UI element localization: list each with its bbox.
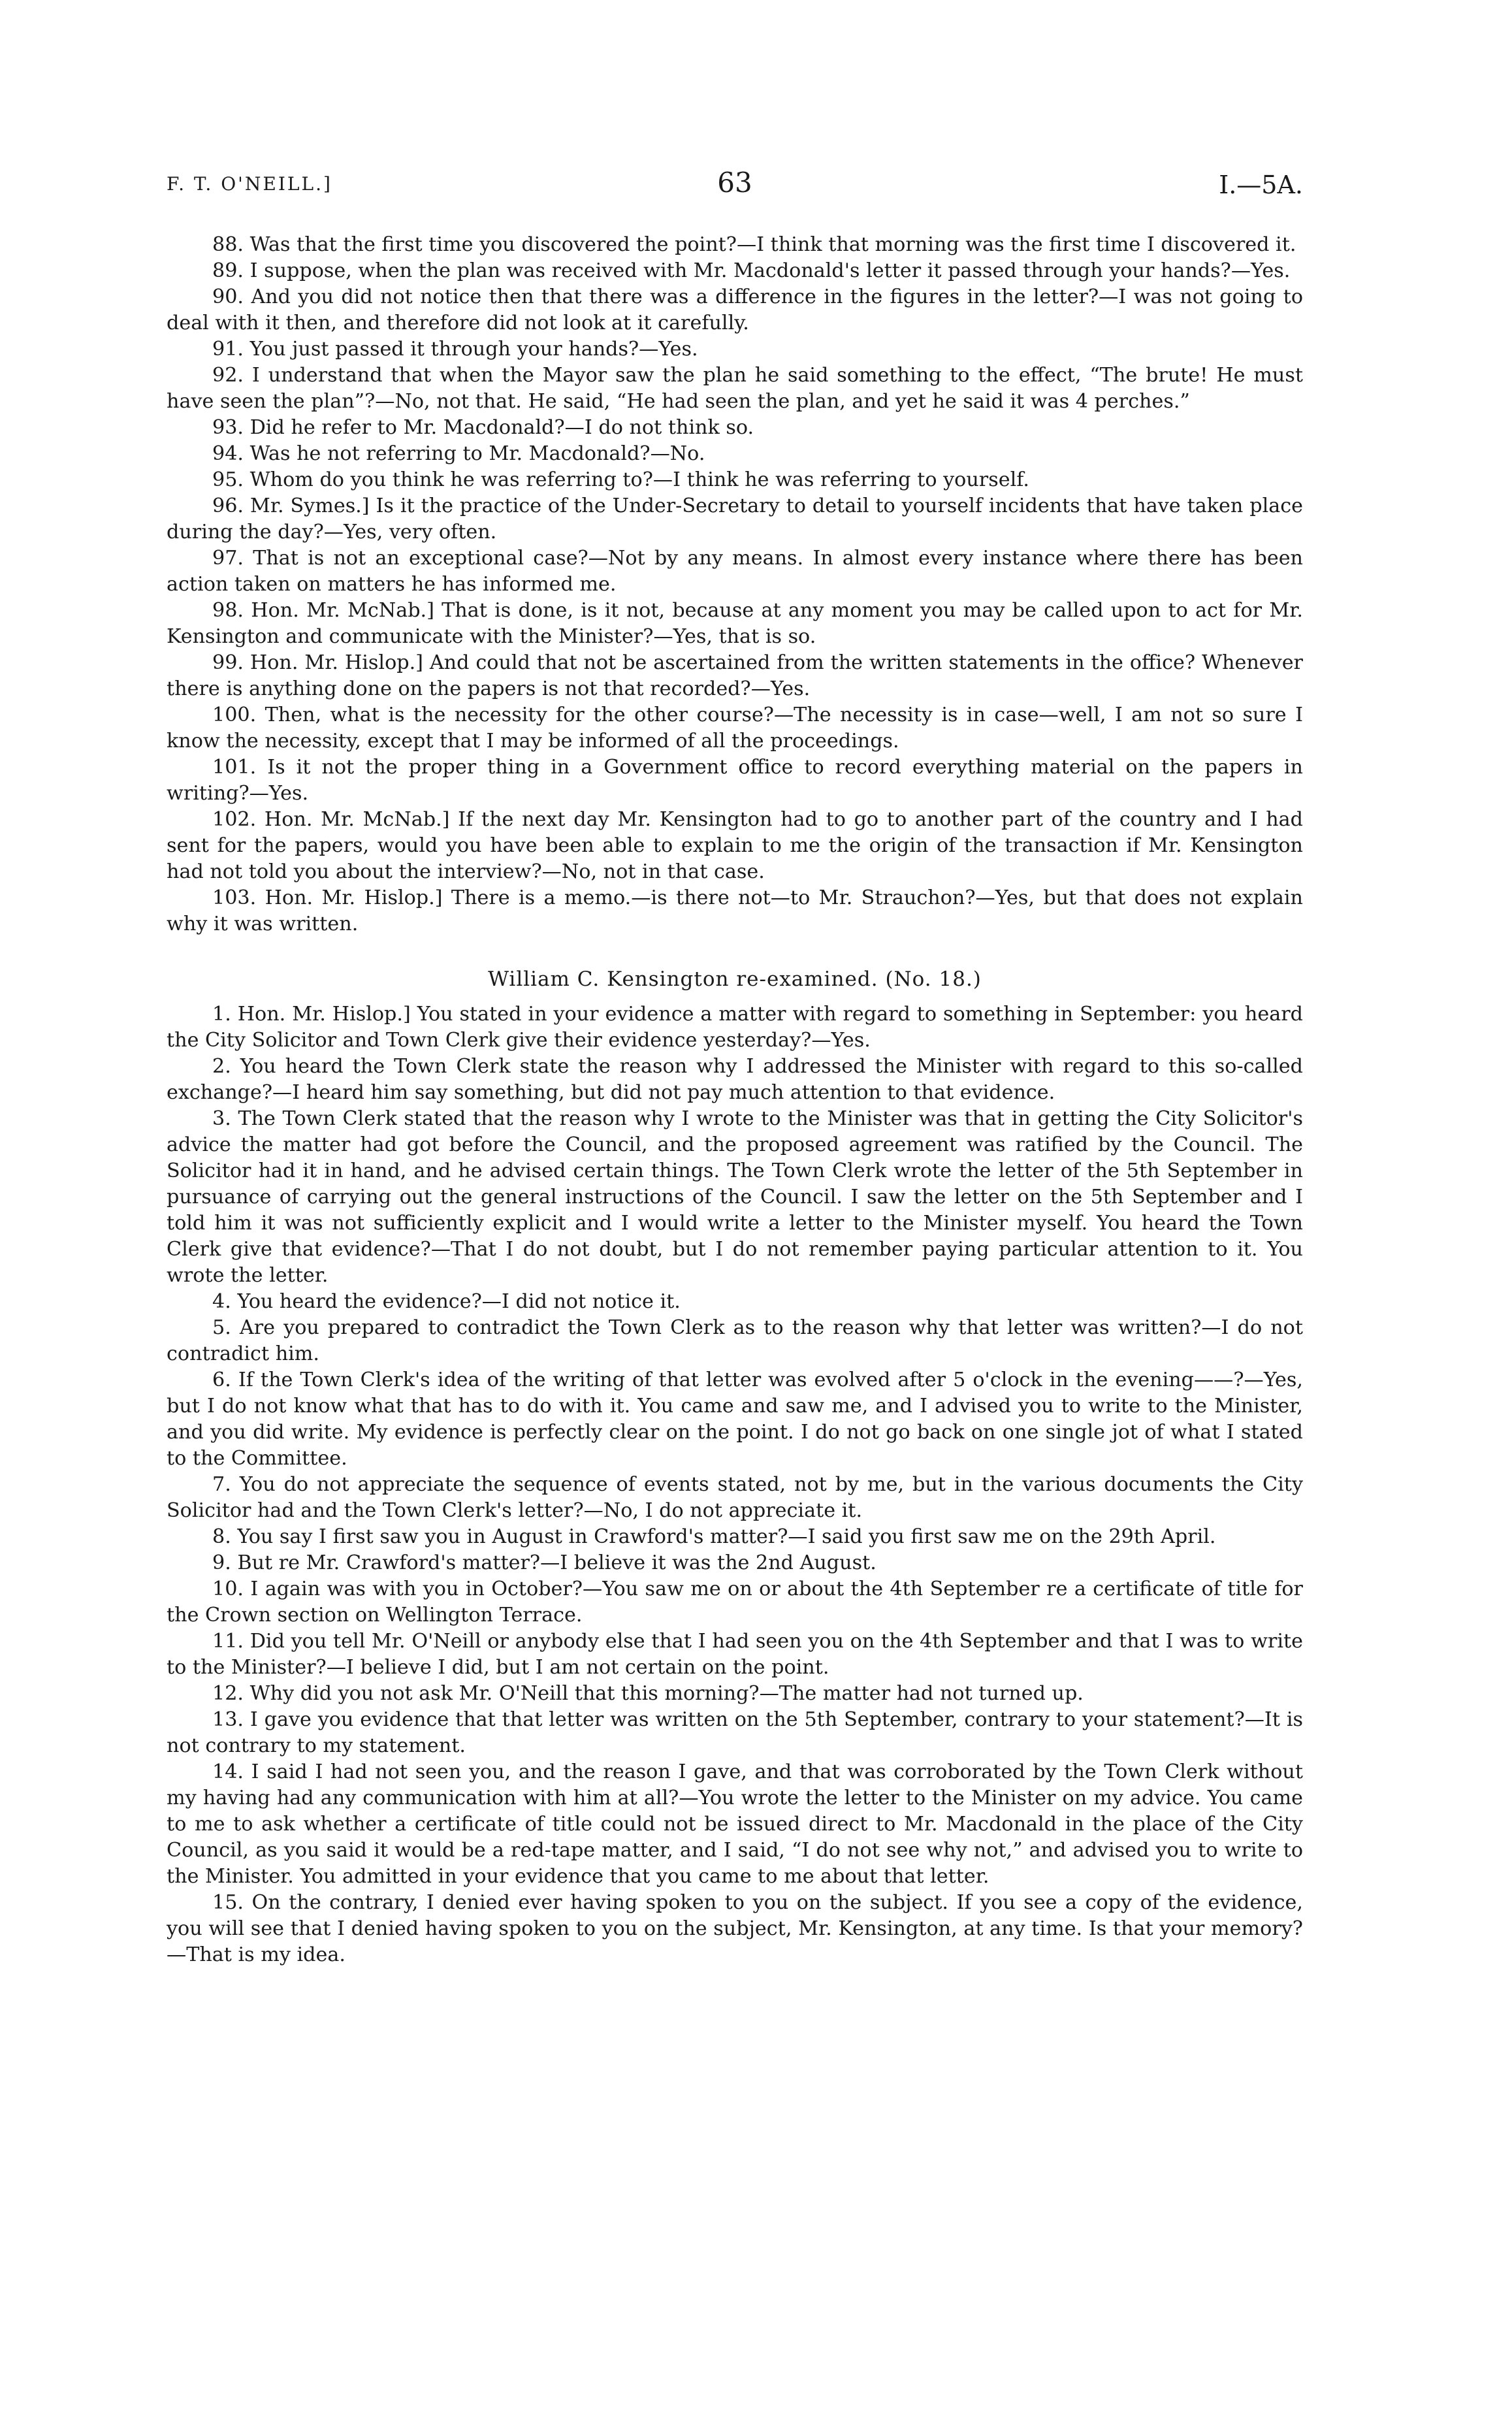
question-96: 96. Mr. Symes.] Is it the practice of the Under-Secretary to detail to yourself incidents that have taken place during the day?—Yes, very often. bbox=[167, 494, 1303, 543]
question-k15: 15. On the contrary, I denied ever having spoken to you on the subject. If you see a copy of the evidence, you will see that I denied having spoken to you on the subject, Mr. Kensington, at any time. Is that your memory?—That is my idea. bbox=[167, 1891, 1303, 1966]
question-103: 103. Hon. Mr. Hislop.] There is a memo.—is there not—to Mr. Strauchon?—Yes, but that does not explain why it was written. bbox=[167, 886, 1303, 935]
question-100: 100. Then, what is the necessity for the other course?—The necessity is in case—well, I am not so sure I know the necessity, except that I may be informed of all the proceedings. bbox=[167, 704, 1303, 753]
question-k9: 9. But re Mr. Crawford's matter?—I believe it was the 2nd August. bbox=[212, 1551, 877, 1574]
question-k5: 5. Are you prepared to contradict the Town Clerk as to the reason why that letter was written?—I do not contradict him. bbox=[167, 1316, 1303, 1365]
question-89: 89. I suppose, when the plan was received with Mr. Macdonald's letter it passed through your hands?—Yes. bbox=[212, 259, 1291, 282]
question-92: 92. I understand that when the Mayor saw the plan he said something to the effect, “The brute! He must have seen the plan”?—No, not that. He said, “He had seen the plan, and yet he said it was 4 perches.” bbox=[167, 364, 1303, 413]
question-k6: 6. If the Town Clerk's idea of the writing of that letter was evolved after 5 o'clock in the evening——?—Yes, but I do not know what that has to do with it. You came and saw me, and I advised you to write to the Minister, and you did write. My evidence is perfectly clear on the point. I do not go back on one single jot of what I stated to the Committee. bbox=[167, 1369, 1303, 1470]
question-98: 98. Hon. Mr. McNab.] That is done, is it not, because at any moment you may be called upon to act for Mr. Kensington and communicate with the Minister?—Yes, that is so. bbox=[167, 599, 1303, 648]
question-k12: 12. Why did you not ask Mr. O'Neill that this morning?—The matter had not turned up. bbox=[212, 1682, 1084, 1705]
question-97: 97. That is not an exceptional case?—Not by any means. In almost every instance where there has been action taken on matters he has informed me. bbox=[167, 547, 1303, 596]
question-k10: 10. I again was with you in October?—You saw me on or about the 4th September re a certificate of title for the Crown section on Wellington Terrace. bbox=[167, 1578, 1303, 1627]
question-k1: 1. Hon. Mr. Hislop.] You stated in your evidence a matter with regard to something in September: you heard the City Solicitor and Town Clerk give their evidence yesterday?—Yes. bbox=[167, 1003, 1303, 1052]
question-k4: 4. You heard the evidence?—I did not notice it. bbox=[212, 1290, 681, 1313]
question-90: 90. And you did not notice then that there was a difference in the figures in the letter?—I was not going to deal with it then, and therefore did not look at it carefully. bbox=[167, 285, 1303, 334]
question-k11: 11. Did you tell Mr. O'Neill or anybody else that I had seen you on the 4th September and that I was to write to the Minister?—I believe I did, but I am not certain on the point. bbox=[167, 1630, 1303, 1679]
page-number: 63 bbox=[717, 167, 752, 199]
question-91: 91. You just passed it through your hands?—Yes. bbox=[212, 338, 698, 361]
question-95: 95. Whom do you think he was referring to?—I think he was referring to yourself. bbox=[212, 468, 1029, 491]
section-title: William C. Kensington re-examined. (No. 18.) bbox=[488, 967, 982, 991]
question-88: 88. Was that the first time you discovered the point?—I think that morning was the first time I discovered it. bbox=[212, 233, 1296, 256]
question-94: 94. Was he not referring to Mr. Macdonald?—No. bbox=[212, 442, 705, 465]
question-k2: 2. You heard the Town Clerk state the reason why I addressed the Minister with regard to this so-called exchange?—I heard him say something, but did not pay much attention to that evidence. bbox=[167, 1055, 1303, 1104]
question-k7: 7. You do not appreciate the sequence of events stated, not by me, but in the various documents the City Solicitor had and the Town Clerk's letter?—No, I do not appreciate it. bbox=[167, 1473, 1303, 1522]
question-99: 99. Hon. Mr. Hislop.] And could that not be ascertained from the written statements in the office? Whenever there is anything done on the papers is not that recorded?—Yes. bbox=[167, 651, 1303, 700]
evidence-body bbox=[167, 232, 1303, 1968]
question-k14: 14. I said I had not seen you, and the reason I gave, and that was corroborated by the Town Clerk without my having had any communication with him at all?—You wrote the letter to the Minister on my advice. You came to me to ask whether a certificate of title could not be issued direct to Mr. Macdonald in the place of the City Council, as you said it would be a red-tape matter, and I said, “I do not see why not,” and advised you to write to the Minister. You admitted in your evidence that you came to me about that letter. bbox=[167, 1760, 1303, 1888]
question-101: 101. Is it not the proper thing in a Government office to record everything material on the papers in writing?—Yes. bbox=[167, 756, 1303, 805]
question-k3: 3. The Town Clerk stated that the reason why I wrote to the Minister was that in getting the City Solicitor's advice the matter had got before the Council, and the proposed agreement was ratified by the Council. The Solicitor had it in hand, and he advised certain things. The Town Clerk wrote the letter of the 5th September in pursuance of carrying out the general instructions of the Council. I saw the letter on the 5th September and I told him it was not sufficiently explicit and I would write a letter to the Minister myself. You heard the Town Clerk give that evidence?—That I do not doubt, but I do not remember paying particular attention to it. You wrote the letter. bbox=[167, 1107, 1303, 1287]
question-93: 93. Did he refer to Mr. Macdonald?—I do not think so. bbox=[212, 416, 754, 439]
question-k13: 13. I gave you evidence that that letter was written on the 5th September, contrary to your statement?—It is not contrary to my statement. bbox=[167, 1708, 1303, 1757]
page-header bbox=[167, 167, 1303, 206]
question-102: 102. Hon. Mr. McNab.] If the next day Mr. Kensington had to go to another part of the country and I had sent for the papers, would you have been able to explain to me the origin of the transaction if Mr. Kensington had not told you about the interview?—No, not in that case. bbox=[167, 808, 1303, 883]
question-k8: 8. You say I first saw you in August in Crawford's matter?—I said you first saw me on the 29th April. bbox=[212, 1525, 1216, 1548]
paper-reference: I.—5A. bbox=[1219, 170, 1303, 199]
witness-name-header: F. T. O'NEILL.] bbox=[167, 173, 332, 195]
